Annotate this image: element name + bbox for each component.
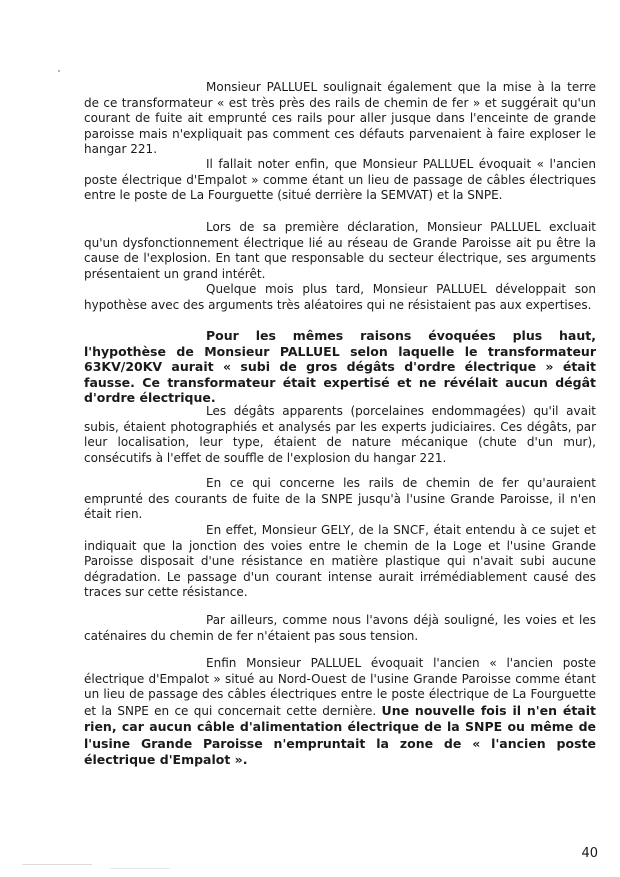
page-number: 40 (581, 846, 598, 861)
paragraph-1 (84, 80, 596, 158)
paragraph-text: Monsieur PALLUEL soulignait également que la mise à la terre de ce transformateur « est très près des rails de chemin de fer » et suggérait qu'un courant de fuite ait emprunté ces rails pour aller jusque dans l'enceinte de grande paroisse mais n'expliquait pas comment ces défauts parvenaient à faire exploser le hangar 221. (84, 80, 596, 156)
paragraph-6 (84, 404, 596, 466)
scan-edge-mark (22, 864, 92, 865)
paragraph-9 (84, 613, 596, 644)
paragraph-text-bold: Une nouvelle fois il n'en était rien, car aucun câble d'alimentation électrique de la SNPE ou même de l'usine Grande Paroisse n'empruntait la zone de « l'ancien poste électrique d'Empalot ». (84, 702, 596, 767)
paragraph-7 (84, 476, 596, 523)
paragraph-3 (84, 220, 596, 282)
scan-edge-mark (110, 868, 170, 869)
scan-speck (58, 70, 60, 72)
paragraph-text: En effet, Monsieur GELY, de la SNCF, était entendu à ce sujet et indiquait que la jonction des voies entre le chemin de la Loge et l'usine Grande Paroisse disposait d'une résistance en matière plastique qui n'avait subi aucune dégradation. Le passage d'un courant intense aurait irrémédiablement causé des traces sur cette résistance. (84, 523, 596, 599)
paragraph-4 (84, 282, 596, 313)
paragraph-5 (84, 328, 596, 406)
paragraph-8 (84, 523, 596, 601)
paragraph-text: En ce qui concerne les rails de chemin de fer qu'auraient emprunté des courants de fuite de la SNPE jusqu'à l'usine Grande Paroisse, il n'en était rien. (84, 476, 596, 521)
paragraph-text: Les dégâts apparents (porcelaines endommagées) qu'il avait subis, étaient photographiés et analysés par les experts judiciaires. Ces dégâts, par leur localisation, leur type, étaient de nature mécanique (chute d'un mur), consécutifs à l'effet de souffle de l'explosion du hangar 221. (84, 404, 596, 465)
paragraph-text: Il fallait noter enfin, que Monsieur PALLUEL évoquait « l'ancien poste électrique d'Empalot » comme étant un lieu de passage de câbles électriques entre le poste de La Fourguette (situé derrière la SEMVAT) et la SNPE. (84, 157, 596, 202)
paragraph-text: Pour les mêmes raisons évoquées plus haut, l'hypothèse de Monsieur PALLUEL selon laquelle le transformateur 63KV/20KV aurait « subi de gros dégâts d'ordre électrique » était fausse. Ce transformateur était expertisé et ne révélait aucun dégât d'ordre électrique. (84, 328, 596, 405)
paragraph-text: Lors de sa première déclaration, Monsieur PALLUEL excluait qu'un dysfonctionnement électrique lié au réseau de Grande Paroisse ait pu être la cause de l'explosion. En tant que responsable du secteur électrique, ses arguments présentaient un grand intérêt. (84, 220, 596, 281)
paragraph-10 (84, 656, 596, 769)
paragraph-text: Quelque mois plus tard, Monsieur PALLUEL développait son hypothèse avec des arguments très aléatoires qui ne résistaient pas aux expertises. (84, 282, 596, 312)
paragraph-2 (84, 157, 596, 204)
paragraph-text: Enfin Monsieur PALLUEL évoquait l'ancien « l'ancien poste électrique d'Empalot » situé au Nord-Ouest de l'usine Grande Paroisse comme étant un lieu de passage des câbles électriques entre le poste électrique de La Fourguette et la SNPE en ce qui concernait cette dernière. (84, 656, 596, 718)
paragraph-text: Par ailleurs, comme nous l'avons déjà souligné, les voies et les caténaires du chemin de fer n'étaient pas sous tension. (84, 613, 596, 643)
